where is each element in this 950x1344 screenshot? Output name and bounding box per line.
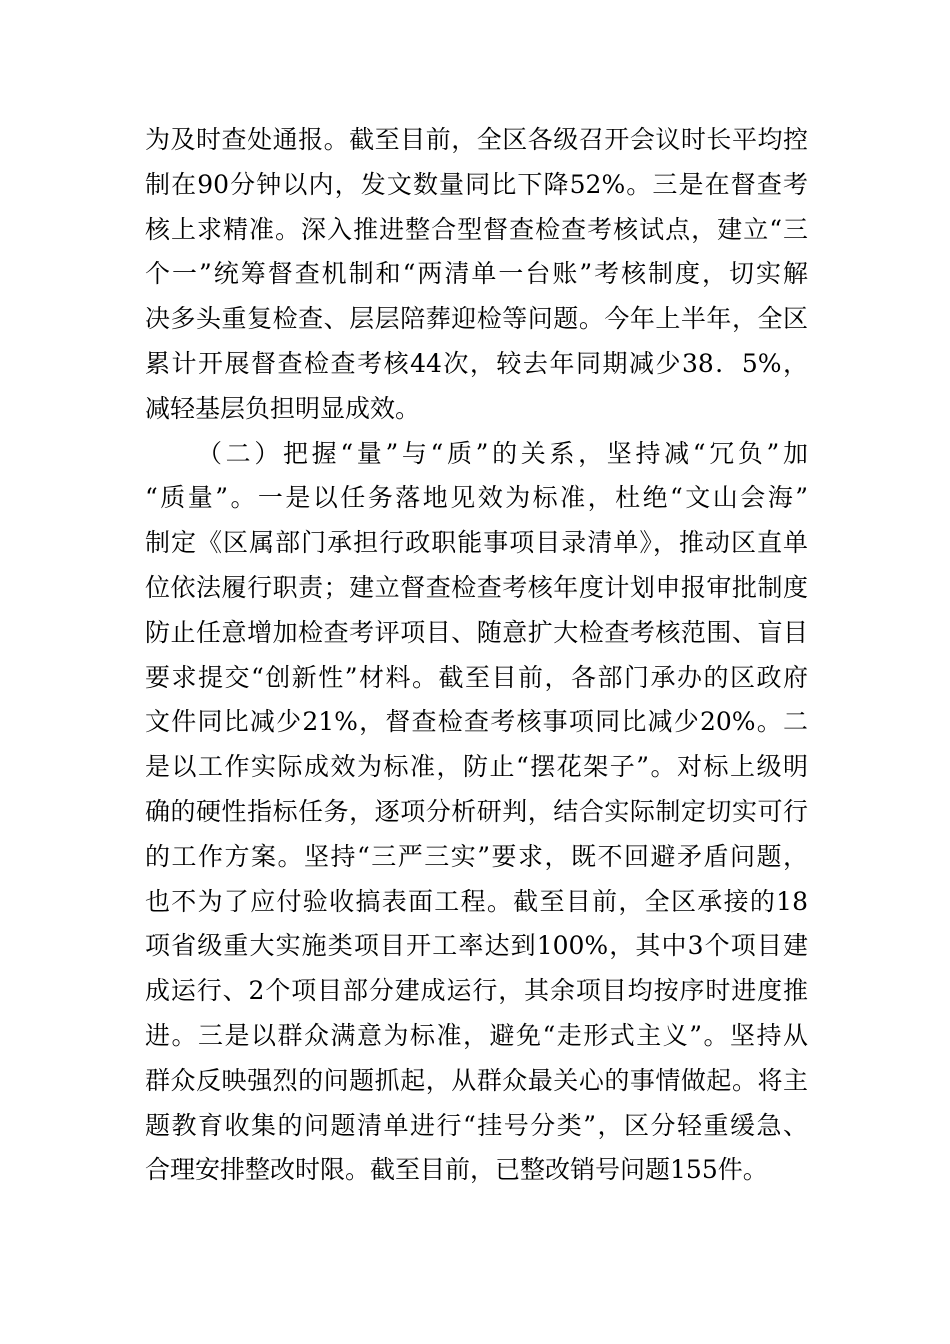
paragraph-2-line: 是以工作实际成效为标准，防止“摆花架子”。对标上级明 bbox=[145, 752, 808, 782]
paragraph-2-line: 也不为了应付验收搞表面工程。截至目前，全区承接的18 bbox=[145, 886, 808, 916]
paragraph-2-line: 位依法履行职责；建立督查检查考核年度计划申报审批制度 bbox=[145, 572, 808, 602]
paragraph-2-line: 防止任意增加检查考评项目、随意扩大检查考核范围、盲目 bbox=[145, 617, 808, 647]
paragraph-2-line: 成运行、2个项目部分建成运行，其余项目均按序时进度推 bbox=[145, 976, 808, 1006]
paragraph-2-line: 合理安排整改时限。截至目前，已整改销号问题155件。 bbox=[145, 1155, 768, 1185]
paragraph-1 bbox=[145, 118, 808, 432]
paragraph-2-line: 文件同比减少21%，督查检查考核事项同比减少20%。二 bbox=[145, 707, 808, 737]
paragraph-2-line: 项省级重大实施类项目开工率达到100%，其中3个项目建 bbox=[145, 931, 808, 961]
paragraph-1-line: 累计开展督查检查考核44次，较去年同期减少38．5%， bbox=[145, 348, 808, 378]
paragraph-2-line: 要求提交“创新性”材料。截至目前，各部门承办的区政府 bbox=[145, 662, 808, 692]
document-body bbox=[145, 118, 808, 1193]
paragraph-2 bbox=[145, 432, 808, 1194]
paragraph-2-line: 的工作方案。坚持“三严三实”要求，既不回避矛盾问题， bbox=[145, 841, 808, 871]
paragraph-1-line: 减轻基层负担明显成效。 bbox=[145, 393, 421, 423]
paragraph-2-line: 题教育收集的问题清单进行“挂号分类”，区分轻重缓急、 bbox=[145, 1110, 808, 1140]
paragraph-2-line: 群众反映强烈的问题抓起，从群众最关心的事情做起。将主 bbox=[145, 1065, 808, 1095]
paragraph-1-line: 制在90分钟以内，发文数量同比下降52%。三是在督查考 bbox=[145, 169, 808, 199]
paragraph-2-line: 进。三是以群众满意为标准，避免“走形式主义”。坚持从 bbox=[145, 1020, 808, 1050]
section-heading-line: （二）把握“量”与“质”的关系，坚持减“冗负”加 bbox=[197, 438, 808, 468]
paragraph-2-line: 确的硬性指标任务，逐项分析研判，结合实际制定切实可行 bbox=[145, 796, 808, 826]
paragraph-1-line: 决多头重复检查、层层陪葬迎检等问题。今年上半年，全区 bbox=[145, 304, 808, 334]
paragraph-1-line: 为及时查处通报。截至目前，全区各级召开会议时长平均控 bbox=[145, 125, 808, 154]
paragraph-1-line: 个一”统筹督查机制和“两清单一台账”考核制度，切实解 bbox=[145, 259, 808, 289]
paragraph-1-line: 核上求精准。深入推进整合型督查检查考核试点，建立“三 bbox=[145, 214, 808, 244]
paragraph-2-line: 制定《区属部门承担行政职能事项目录清单》，推动区直单 bbox=[145, 528, 808, 558]
paragraph-2-line: “质量”。一是以任务落地见效为标准，杜绝“文山会海” bbox=[145, 483, 808, 513]
